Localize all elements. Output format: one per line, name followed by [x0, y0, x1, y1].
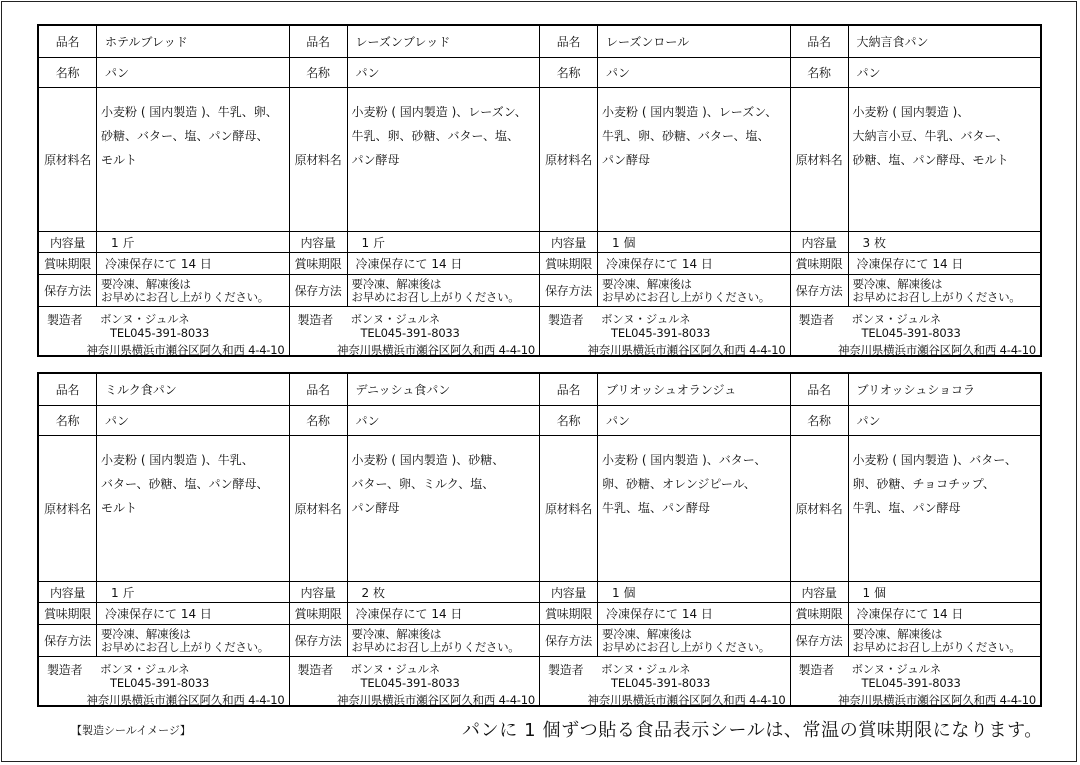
quantity-row	[791, 582, 1041, 603]
quantity-value: 1 斤	[111, 585, 135, 600]
quantity-key: 内容量	[39, 232, 97, 252]
expiry-key: 賞味期限	[540, 253, 598, 274]
storage-value	[97, 625, 289, 656]
ingredients-value	[97, 436, 289, 581]
ingredients-row	[290, 88, 540, 232]
storage-line-2: お早めにお召し上がりください。	[852, 289, 1021, 304]
maker-name: ボンヌ・ジュルネ	[851, 662, 941, 676]
maker-name: ボンヌ・ジュルネ	[851, 312, 941, 326]
name-row	[540, 58, 790, 88]
storage-value	[598, 275, 790, 306]
ingredients-value	[97, 88, 289, 231]
storage-line-2: お早めにお召し上がりください。	[602, 639, 770, 654]
maker-block	[540, 657, 790, 705]
storage-key: 保存方法	[791, 275, 849, 306]
maker-block	[791, 657, 1041, 705]
product-value: レーズンロール	[606, 35, 690, 49]
name-value: パン	[856, 414, 881, 428]
name-value: パン	[606, 66, 631, 80]
name-row	[791, 406, 1041, 436]
ingredients-row	[39, 88, 289, 232]
product-row	[540, 26, 790, 58]
expiry-key: 賞味期限	[540, 603, 598, 624]
quantity-row	[540, 582, 790, 603]
ingredients-text: 小麦粉 ( 国内製造 )、レーズン、 牛乳、卵、砂糖、バター、塩、 パン酵母	[602, 105, 778, 167]
ingredients-row	[39, 436, 289, 582]
quantity-row	[540, 232, 790, 253]
maker-tel: TEL045-391-8033	[611, 676, 711, 690]
product-key: 品名	[540, 26, 598, 57]
quantity-key: 内容量	[540, 582, 598, 602]
maker-address: 神奈川県横浜市瀬谷区阿久和西 4-4-10	[86, 693, 285, 707]
storage-value	[348, 275, 540, 306]
quantity-key: 内容量	[540, 232, 598, 252]
ingredients-key: 原材料名	[39, 436, 97, 581]
expiry-value: 冷凍保存にて 14 日	[355, 607, 463, 621]
food-label	[290, 374, 541, 705]
maker-key: 製造者	[297, 313, 333, 327]
ingredients-key: 原材料名	[290, 88, 348, 231]
ingredients-text: 小麦粉 ( 国内製造 )、牛乳、 バター、砂糖、塩、パン酵母、 モルト	[101, 453, 269, 515]
maker-key: 製造者	[297, 663, 333, 677]
expiry-key: 賞味期限	[791, 603, 849, 624]
expiry-row	[540, 253, 790, 275]
name-value: パン	[105, 66, 130, 80]
ingredients-row	[540, 436, 790, 582]
food-label	[39, 26, 290, 355]
product-value: ホテルブレッド	[105, 35, 188, 49]
quantity-value: 1 斤	[111, 235, 135, 250]
label-row-bottom	[37, 372, 1042, 707]
maker-tel: TEL045-391-8033	[611, 326, 711, 340]
food-label	[791, 26, 1041, 355]
expiry-row	[39, 253, 289, 275]
maker-address: 神奈川県横浜市瀬谷区阿久和西 4-4-10	[837, 693, 1036, 707]
ingredients-value	[348, 436, 540, 581]
name-key: 名称	[290, 58, 348, 87]
name-row	[39, 406, 289, 436]
ingredients-value	[598, 436, 790, 581]
storage-key: 保存方法	[39, 275, 97, 306]
ingredients-value	[849, 436, 1041, 581]
storage-row	[540, 625, 790, 657]
ingredients-key: 原材料名	[791, 436, 849, 581]
storage-line-2: お早めにお召し上がりください。	[351, 639, 520, 654]
product-value: 大納言食パン	[856, 35, 929, 49]
maker-address: 神奈川県横浜市瀬谷区阿久和西 4-4-10	[587, 343, 786, 357]
ingredients-text: 小麦粉 ( 国内製造 )、砂糖、 バター、卵、ミルク、塩、 パン酵母	[351, 453, 505, 515]
maker-key: 製造者	[548, 663, 584, 677]
storage-value	[97, 275, 289, 306]
food-label	[791, 374, 1041, 705]
quantity-row	[290, 232, 540, 253]
storage-line-2: お早めにお召し上がりください。	[602, 289, 770, 304]
expiry-value: 冷凍保存にて 14 日	[856, 257, 964, 271]
product-key: 品名	[791, 374, 849, 405]
label-row-top	[37, 24, 1042, 357]
ingredients-row	[791, 436, 1041, 582]
storage-row	[39, 625, 289, 657]
product-row	[791, 374, 1041, 406]
ingredients-key: 原材料名	[540, 436, 598, 581]
maker-tel: TEL045-391-8033	[360, 326, 460, 340]
name-row	[791, 58, 1041, 88]
ingredients-key: 原材料名	[39, 88, 97, 231]
name-key: 名称	[791, 406, 849, 435]
storage-row	[540, 275, 790, 307]
maker-key: 製造者	[47, 313, 83, 327]
storage-key: 保存方法	[540, 625, 598, 656]
product-row	[39, 374, 289, 406]
maker-block	[39, 657, 289, 705]
expiry-row	[540, 603, 790, 625]
storage-key: 保存方法	[791, 625, 849, 656]
expiry-key: 賞味期限	[39, 603, 97, 624]
storage-key: 保存方法	[290, 625, 348, 656]
expiry-value: 冷凍保存にて 14 日	[606, 607, 713, 621]
storage-value	[598, 625, 790, 656]
maker-tel: TEL045-391-8033	[861, 326, 961, 340]
product-value: ブリオッシュショコラ	[856, 383, 976, 397]
product-key: 品名	[290, 26, 348, 57]
name-row	[290, 58, 540, 88]
storage-line-1: 要冷凍、解凍後は	[101, 276, 191, 291]
product-key: 品名	[540, 374, 598, 405]
expiry-row	[791, 603, 1041, 625]
food-label	[540, 26, 791, 355]
quantity-key: 内容量	[290, 232, 348, 252]
maker-address: 神奈川県横浜市瀬谷区阿久和西 4-4-10	[336, 693, 535, 707]
quantity-row	[39, 232, 289, 253]
name-row	[39, 58, 289, 88]
quantity-key: 内容量	[290, 582, 348, 602]
name-row	[290, 406, 540, 436]
ingredients-key: 原材料名	[791, 88, 849, 231]
storage-line-1: 要冷凍、解凍後は	[852, 626, 943, 641]
quantity-row	[39, 582, 289, 603]
ingredients-text: 小麦粉 ( 国内製造 )、バター、 卵、砂糖、オレンジピール、 牛乳、塩、パン酵母	[602, 453, 767, 515]
name-value: パン	[355, 414, 380, 428]
maker-address: 神奈川県横浜市瀬谷区阿久和西 4-4-10	[86, 343, 285, 357]
product-row	[290, 26, 540, 58]
storage-row	[791, 625, 1041, 657]
quantity-value: 3 枚	[862, 235, 886, 250]
storage-row	[791, 275, 1041, 307]
name-key: 名称	[540, 406, 598, 435]
expiry-value: 冷凍保存にて 14 日	[606, 257, 713, 271]
name-value: パン	[355, 66, 380, 80]
maker-block	[290, 657, 540, 705]
storage-value	[849, 275, 1041, 306]
product-row	[540, 374, 790, 406]
storage-line-2: お早めにお召し上がりください。	[101, 639, 269, 654]
expiry-row	[290, 253, 540, 275]
quantity-value: 1 斤	[361, 235, 385, 250]
storage-line-1: 要冷凍、解凍後は	[602, 626, 692, 641]
food-label	[540, 374, 791, 705]
ingredients-value	[849, 88, 1041, 231]
maker-block	[540, 307, 790, 355]
ingredients-key: 原材料名	[290, 436, 348, 581]
maker-address: 神奈川県横浜市瀬谷区阿久和西 4-4-10	[587, 693, 786, 707]
product-row	[39, 26, 289, 58]
storage-line-1: 要冷凍、解凍後は	[101, 626, 191, 641]
maker-name: ボンヌ・ジュルネ	[601, 662, 691, 676]
maker-address: 神奈川県横浜市瀬谷区阿久和西 4-4-10	[336, 343, 535, 357]
name-key: 名称	[39, 58, 97, 87]
maker-key: 製造者	[548, 313, 584, 327]
expiry-key: 賞味期限	[791, 253, 849, 274]
sticker-image-caption: 【製造シールイメージ】	[71, 724, 191, 737]
quantity-value: 2 枚	[361, 585, 385, 600]
storage-line-2: お早めにお召し上がりください。	[852, 639, 1021, 654]
name-key: 名称	[39, 406, 97, 435]
product-key: 品名	[791, 26, 849, 57]
quantity-row	[791, 232, 1041, 253]
product-value: デニッシュ食パン	[355, 383, 451, 397]
quantity-value: 1 個	[612, 235, 636, 250]
storage-key: 保存方法	[39, 625, 97, 656]
storage-key: 保存方法	[540, 275, 598, 306]
name-row	[540, 406, 790, 436]
maker-key: 製造者	[47, 663, 83, 677]
expiry-value: 冷凍保存にて 14 日	[355, 257, 463, 271]
expiry-key: 賞味期限	[290, 603, 348, 624]
ingredients-text: 小麦粉 ( 国内製造 )、牛乳、卵、 砂糖、バター、塩、パン酵母、 モルト	[101, 105, 278, 167]
product-key: 品名	[39, 374, 97, 405]
maker-address: 神奈川県横浜市瀬谷区阿久和西 4-4-10	[837, 343, 1036, 357]
maker-block	[39, 307, 289, 355]
maker-name: ボンヌ・ジュルネ	[100, 312, 190, 326]
product-key: 品名	[290, 374, 348, 405]
room-temperature-note: パンに 1 個ずつ貼る食品表示シールは、常温の賞味期限になります。	[462, 720, 1043, 741]
ingredients-value	[348, 88, 540, 231]
ingredients-row	[540, 88, 790, 232]
name-key: 名称	[290, 406, 348, 435]
quantity-key: 内容量	[791, 232, 849, 252]
storage-line-1: 要冷凍、解凍後は	[351, 276, 442, 291]
ingredients-text: 小麦粉 ( 国内製造 )、バター、 卵、砂糖、チョコチップ、 牛乳、塩、パン酵母	[852, 453, 1017, 515]
name-key: 名称	[791, 58, 849, 87]
quantity-row	[290, 582, 540, 603]
product-value: ミルク食パン	[105, 383, 177, 397]
maker-key: 製造者	[798, 663, 834, 677]
maker-block	[791, 307, 1041, 355]
product-key: 品名	[39, 26, 97, 57]
ingredients-row	[290, 436, 540, 582]
storage-value	[849, 625, 1041, 656]
storage-row	[39, 275, 289, 307]
maker-tel: TEL045-391-8033	[861, 676, 961, 690]
expiry-value: 冷凍保存にて 14 日	[105, 607, 212, 621]
name-value: パン	[606, 414, 631, 428]
maker-tel: TEL045-391-8033	[360, 676, 460, 690]
storage-line-1: 要冷凍、解凍後は	[351, 626, 442, 641]
maker-name: ボンヌ・ジュルネ	[100, 662, 190, 676]
name-value: パン	[856, 66, 881, 80]
maker-tel: TEL045-391-8033	[110, 676, 210, 690]
maker-tel: TEL045-391-8033	[110, 326, 210, 340]
maker-name: ボンヌ・ジュルネ	[350, 312, 440, 326]
expiry-key: 賞味期限	[290, 253, 348, 274]
ingredients-row	[791, 88, 1041, 232]
food-label	[290, 26, 541, 355]
expiry-value: 冷凍保存にて 14 日	[856, 607, 964, 621]
storage-line-1: 要冷凍、解凍後は	[602, 276, 692, 291]
expiry-row	[290, 603, 540, 625]
maker-name: ボンヌ・ジュルネ	[350, 662, 440, 676]
ingredients-key: 原材料名	[540, 88, 598, 231]
quantity-value: 1 個	[612, 585, 636, 600]
product-value: レーズンブレッド	[355, 35, 451, 49]
storage-row	[290, 625, 540, 657]
maker-key: 製造者	[798, 313, 834, 327]
expiry-value: 冷凍保存にて 14 日	[105, 257, 212, 271]
name-key: 名称	[540, 58, 598, 87]
expiry-row	[39, 603, 289, 625]
name-value: パン	[105, 414, 130, 428]
storage-row	[290, 275, 540, 307]
storage-line-2: お早めにお召し上がりください。	[351, 289, 520, 304]
quantity-key: 内容量	[39, 582, 97, 602]
ingredients-text: 小麦粉 ( 国内製造 )、レーズン、 牛乳、卵、砂糖、バター、塩、 パン酵母	[351, 105, 527, 167]
storage-value	[348, 625, 540, 656]
product-value: ブリオッシュオランジュ	[606, 383, 737, 397]
maker-block	[290, 307, 540, 355]
ingredients-text: 小麦粉 ( 国内製造 )、 大納言小豆、牛乳、バター、 砂糖、塩、パン酵母、モルト	[852, 105, 1009, 167]
expiry-key: 賞味期限	[39, 253, 97, 274]
expiry-row	[791, 253, 1041, 275]
quantity-value: 1 個	[862, 585, 886, 600]
quantity-key: 内容量	[791, 582, 849, 602]
ingredients-value	[598, 88, 790, 231]
product-row	[791, 26, 1041, 58]
storage-line-1: 要冷凍、解凍後は	[852, 276, 943, 291]
food-label	[39, 374, 290, 705]
product-row	[290, 374, 540, 406]
storage-key: 保存方法	[290, 275, 348, 306]
storage-line-2: お早めにお召し上がりください。	[101, 289, 269, 304]
maker-name: ボンヌ・ジュルネ	[601, 312, 691, 326]
